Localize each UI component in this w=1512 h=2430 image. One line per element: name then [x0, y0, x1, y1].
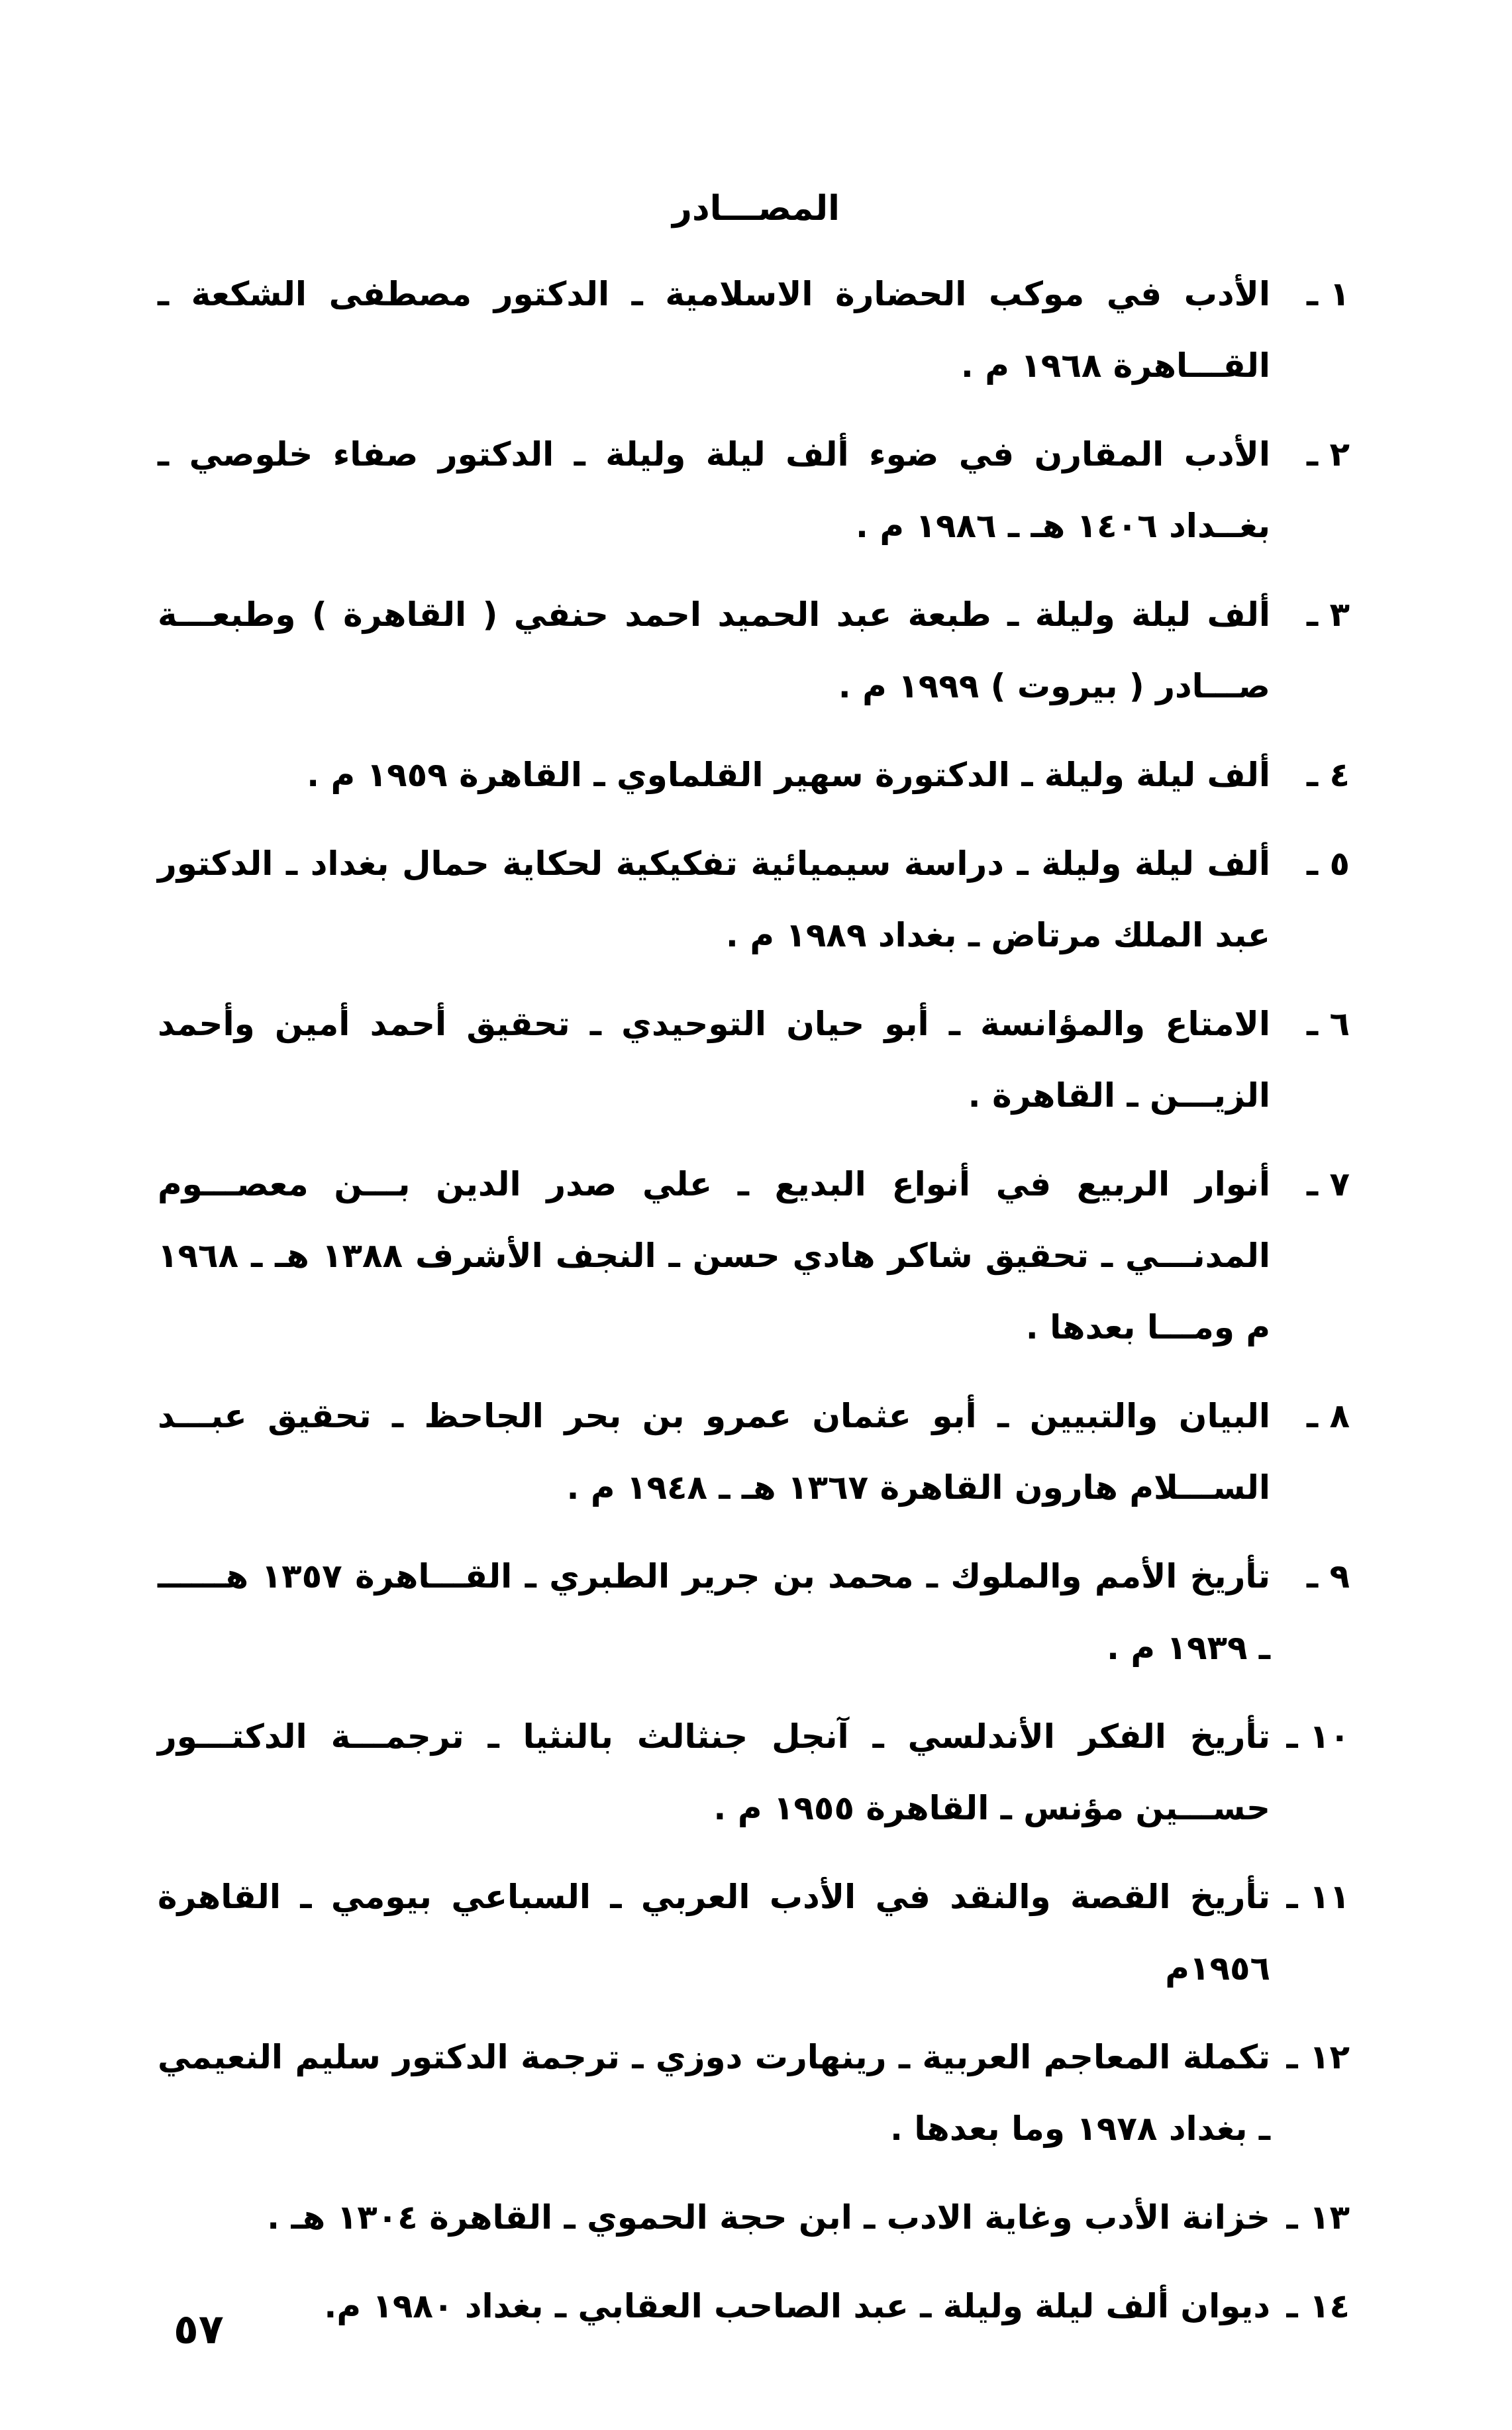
entry-text: الأدب في موكب الحضارة الاسلامية ـ الدكتور مصطفى الشكعة ـ القـــاهرة ١٩٦٨ م .	[158, 275, 1270, 385]
page-number: ٥٧	[174, 2305, 224, 2353]
entry-number: ٤ ـ	[1306, 756, 1350, 794]
entry-text: الامتاع والمؤانسة ـ أبو حيان التوحيدي ـ تحقيق أحمد أمين وأحمد الزيـــن ـ القاهرة .	[158, 1005, 1270, 1115]
entry-number: ١٠ ـ	[1286, 1717, 1350, 1756]
entry-number: ٣ ـ	[1306, 595, 1350, 634]
entry-text: تأريخ القصة والنقد في الأدب العربي ـ السباعي بيومي ـ القاهرة ١٩٥٦م	[158, 1878, 1270, 1988]
entry-number: ٢ ـ	[1306, 435, 1350, 474]
sources-list	[158, 258, 1350, 2359]
entry-text: ألف ليلة وليلة ـ دراسة سيميائية تفكيكية لحكاية حمال بغداد ـ الدكتور عبد الملك مرتاض ـ بغداد ١٩٨٩ م .	[158, 844, 1270, 954]
entry-text: خزانة الأدب وغاية الادب ـ ابن حجة الحموي ـ القاهرة ١٣٠٤ هـ .	[267, 2198, 1270, 2237]
entry-number: ١٤ ـ	[1286, 2287, 1350, 2325]
source-entry	[158, 1541, 1350, 1684]
entry-number: ٥ ـ	[1306, 844, 1350, 883]
source-entry	[158, 419, 1350, 562]
source-entry	[158, 739, 1350, 811]
source-entry	[158, 988, 1350, 1131]
entry-text: البيان والتبيين ـ أبو عثمان عمرو بن بحر الجاحظ ـ تحقيق عبـــد الســـلام هارون القاهرة ١٣٦٧ هـ ـ ١٩٤٨ م .	[158, 1397, 1270, 1507]
source-entry	[158, 1701, 1350, 1844]
source-entry	[158, 2270, 1350, 2342]
entry-number: ١ ـ	[1306, 275, 1350, 313]
entry-text: تأريخ الأمم والملوك ـ محمد بن جرير الطبري ـ القـــاهرة ١٣٥٧ هــــــ ـ ١٩٣٩ م .	[158, 1557, 1270, 1667]
source-entry	[158, 828, 1350, 971]
entry-number: ٩ ـ	[1306, 1557, 1350, 1595]
entry-text: ألف ليلة وليلة ـ طبعة عبد الحميد احمد حنفي ( القاهرة ) وطبعـــة صـــادر ( بيروت ) ١٩٩٩ م .	[158, 595, 1270, 705]
entry-number: ٦ ـ	[1306, 1005, 1350, 1043]
source-entry	[158, 258, 1350, 401]
entry-text: الأدب المقارن في ضوء ألف ليلة وليلة ـ الدكتور صفاء خلوصي ـ بغــداد ١٤٠٦ هـ ـ ١٩٨٦ م .	[158, 435, 1270, 545]
source-entry	[158, 2182, 1350, 2253]
entry-text: تأريخ الفكر الأندلسي ـ آنجل جنثالث بالنثيا ـ ترجمـــة الدكتـــور حســـين مؤنس ـ القاهرة ١٩٥٥ م .	[158, 1717, 1270, 1827]
page-title: المصـــادر	[672, 189, 840, 228]
entry-number: ١٣ ـ	[1286, 2198, 1350, 2237]
entry-text: ألف ليلة وليلة ـ الدكتورة سهير القلماوي ـ القاهرة ١٩٥٩ م .	[307, 756, 1270, 794]
source-entry	[158, 579, 1350, 722]
source-entry	[158, 1148, 1350, 1363]
entry-number: ٧ ـ	[1306, 1165, 1350, 1203]
source-entry	[158, 1861, 1350, 2004]
source-entry	[158, 2021, 1350, 2164]
entry-text: أنوار الربيع في أنواع البديع ـ علي صدر الدين بـــن معصـــوم المدنـــي ـ تحقيق شاكر هادي حسن ـ النجف الأشرف ١٣٨٨ هـ ـ ١٩٦٨ م ومـــا بعدها .	[158, 1165, 1271, 1346]
entry-text: تكملة المعاجم العربية ـ رينهارت دوزي ـ ترجمة الدكتور سليم النعيمي ـ بغداد ١٩٧٨ وما بعدها .	[158, 2038, 1270, 2148]
entry-number: ١١ ـ	[1286, 1878, 1350, 1916]
source-entry	[158, 1380, 1350, 1523]
entry-number: ١٢ ـ	[1286, 2038, 1350, 2076]
entry-text: ديوان ألف ليلة وليلة ـ عبد الصاحب العقابي ـ بغداد ١٩٨٠ م.	[324, 2287, 1270, 2325]
entry-number: ٨ ـ	[1306, 1397, 1350, 1435]
